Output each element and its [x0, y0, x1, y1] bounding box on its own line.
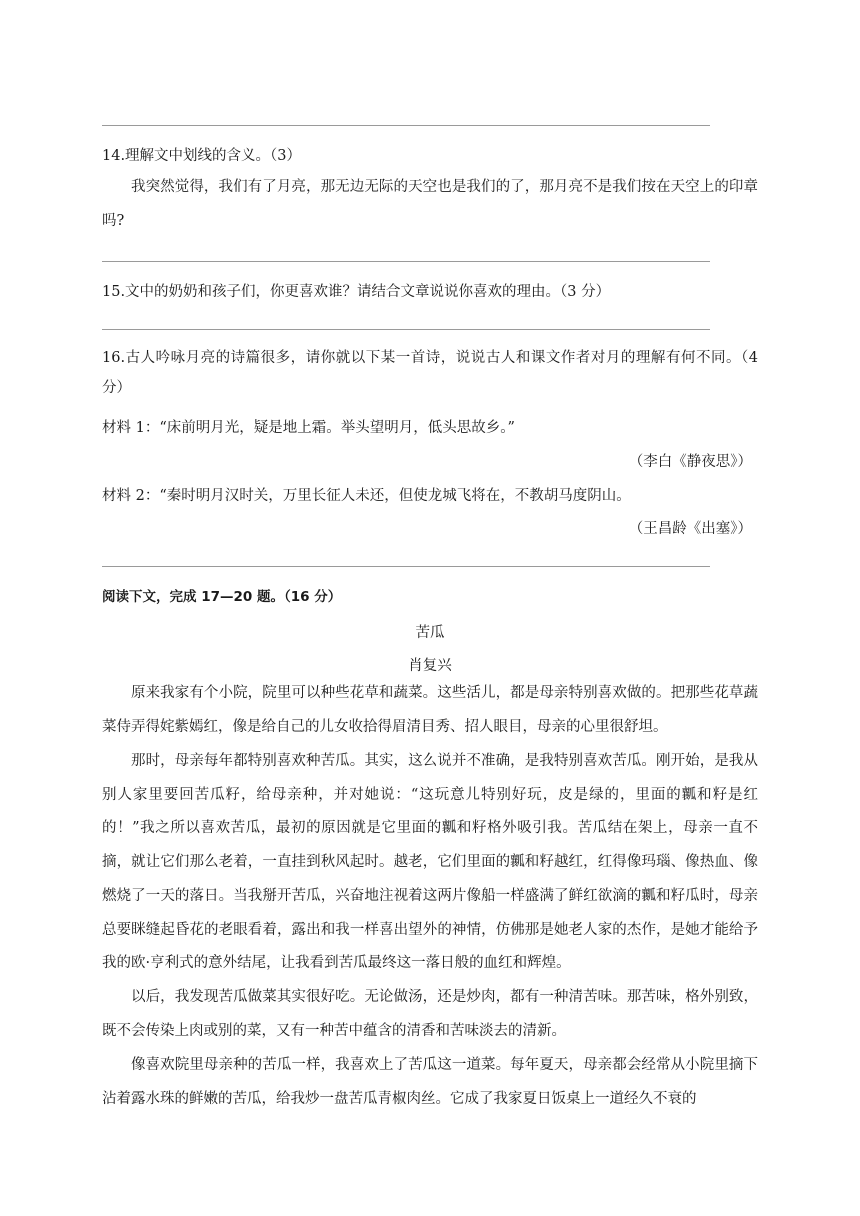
- material-1: 材料 1：“床前明月光，疑是地上霜。举头望明月，低头思故乡。”: [102, 420, 515, 436]
- question-14: 14.理解文中划线的含义。（3）: [102, 148, 302, 164]
- article-paragraph: 那时，母亲每年都特别喜欢种苦瓜。其实，这么说并不准确，是我特别喜欢苦瓜。刚开始，是我从别人家里要回苦瓜籽，给母亲种，并对她说：“这玩意儿特别好玩，皮是绿的，里面的瓤和籽是红的！”我之所以喜欢苦瓜，最初的原因就是它里面的瓤和籽格外吸引我。苦瓜结在架上，母亲一直不摘，就让它们那么老着，一直挂到秋风起时。越老，它们里面的瓤和籽越红，红得像玛瑙、像热血、像燃烧了一天的落日。当我掰开苦瓜，兴奋地注视着这两片像船一样盛满了鲜红欲滴的瓤和籽瓜时，母亲总要眯缝起昏花的老眼看着，露出和我一样喜出望外的神情，仿佛那是她老人家的杰作，是她才能给予我的欧·亨利式的意外结尾，让我看到苦瓜最终这一落日般的血红和辉煌。: [102, 753, 758, 972]
- answer-line: [102, 125, 710, 126]
- answer-line: [102, 566, 710, 567]
- article-paragraph: 以后，我发现苦瓜做菜其实很好吃。无论做汤，还是炒肉，都有一种清苦味。那苦味，格外别致，既不会传染上肉或别的菜，又有一种苦中蕴含的清香和苦味淡去的清新。: [102, 989, 758, 1039]
- answer-line: [102, 329, 710, 330]
- article-title: 苦瓜: [415, 625, 445, 641]
- article-paragraph: 像喜欢院里母亲种的苦瓜一样，我喜欢上了苦瓜这一道菜。每年夏天，母亲都会经常从小院里摘下沾着露水珠的鲜嫩的苦瓜，给我炒一盘苦瓜青椒肉丝。它成了我家夏日饭桌上一道经久不衰的: [102, 1057, 758, 1107]
- material-1-source: （李白《静夜思》）: [628, 454, 752, 470]
- question-15: 15.文中的奶奶和孩子们，你更喜欢谁？请结合文章说说你喜欢的理由。（3 分）: [102, 284, 611, 300]
- material-2: 材料 2：“秦时明月汉时关，万里长征人未还，但使龙城飞将在，不教胡马度阴山。: [102, 488, 631, 504]
- question-14-quote: 我突然觉得，我们有了月亮，那无边无际的天空也是我们的了，那月亮不是我们按在天空上的印章吗?: [102, 179, 758, 229]
- answer-line: [102, 261, 710, 262]
- reading-instruction: 阅读下文，完成 17—20 题。（16 分）: [102, 589, 342, 605]
- material-2-source: （王昌龄《出塞》）: [628, 521, 752, 537]
- question-16: 16.古人吟咏月亮的诗篇很多，请你就以下某一首诗，说说古人和课文作者对月的理解有何不同。（4 分）: [102, 350, 758, 396]
- article-paragraph: 原来我家有个小院，院里可以种些花草和蔬菜。这些活儿，都是母亲特别喜欢做的。把那些花草蔬菜侍弄得姹紫嫣红，像是给自己的儿女收拾得眉清目秀、招人眼目，母亲的心里很舒坦。: [102, 685, 758, 735]
- article-author: 肖复兴: [408, 658, 452, 674]
